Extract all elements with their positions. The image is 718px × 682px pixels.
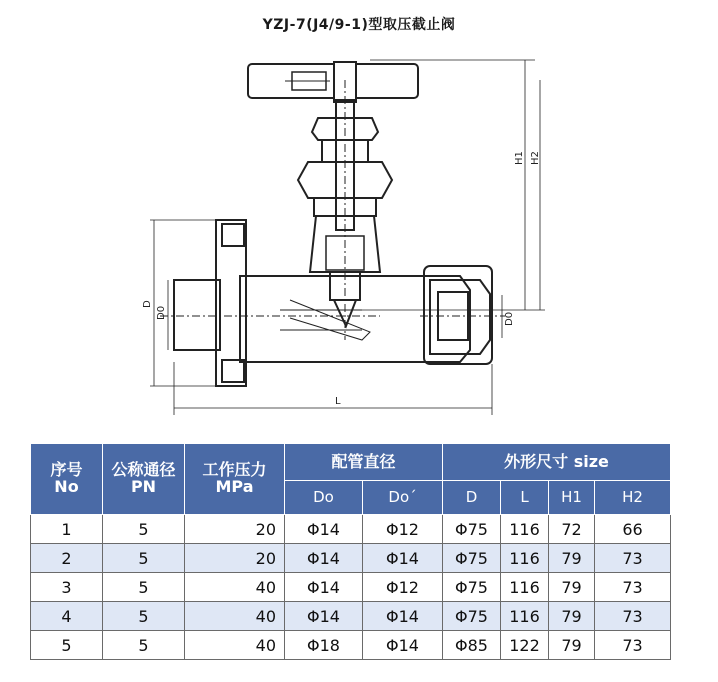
- cell-d: Φ75: [443, 573, 501, 602]
- cell-h1: 79: [549, 602, 595, 631]
- page-title: YZJ-7(J4/9-1)型取压截止阀: [262, 17, 456, 33]
- header-pipe: 配管直径: [285, 444, 443, 481]
- cell-d: Φ85: [443, 631, 501, 660]
- label-d0-right: D0: [504, 311, 515, 326]
- cell-pn: 5: [103, 602, 185, 631]
- cell-do-prime: Φ14: [363, 602, 443, 631]
- subheader-h2: H2: [595, 481, 671, 515]
- cell-do: Φ18: [285, 631, 363, 660]
- valve-drawing: [130, 40, 570, 425]
- cell-l: 116: [501, 573, 549, 602]
- bonnet: [298, 80, 392, 340]
- label-d: D: [142, 300, 153, 308]
- header-pn: 公称通径 PN: [103, 444, 185, 515]
- cell-h2: 73: [595, 602, 671, 631]
- cell-h1: 79: [549, 631, 595, 660]
- label-d0-left: D0: [156, 305, 167, 320]
- cell-h2: 73: [595, 573, 671, 602]
- table-row: [31, 573, 671, 602]
- cell-d: Φ75: [443, 544, 501, 573]
- header-no: 序号 No: [31, 444, 103, 515]
- spec-table: [30, 443, 671, 660]
- cell-h1: 72: [549, 515, 595, 544]
- cell-l: 116: [501, 544, 549, 573]
- handle: [248, 62, 418, 102]
- table-row: [31, 544, 671, 573]
- cell-do: Φ14: [285, 573, 363, 602]
- cell-do: Φ14: [285, 515, 363, 544]
- cell-h1: 79: [549, 544, 595, 573]
- cell-h2: 73: [595, 544, 671, 573]
- header-mpa: 工作压力 MPa: [185, 444, 285, 515]
- cell-no: 3: [31, 573, 103, 602]
- cell-h1: 79: [549, 573, 595, 602]
- cell-pn: 5: [103, 631, 185, 660]
- valve-body: [240, 276, 470, 362]
- cell-pn: 5: [103, 544, 185, 573]
- cell-mpa: 20: [185, 544, 285, 573]
- cell-h2: 73: [595, 631, 671, 660]
- label-l: L: [335, 396, 341, 407]
- cell-do-prime: Φ12: [363, 573, 443, 602]
- cell-do-prime: Φ12: [363, 515, 443, 544]
- cell-do: Φ14: [285, 602, 363, 631]
- header-size: 外形尺寸 size: [443, 444, 671, 481]
- subheader-d: D: [443, 481, 501, 515]
- subheader-do: Do: [285, 481, 363, 515]
- table-row: [31, 602, 671, 631]
- cell-d: Φ75: [443, 515, 501, 544]
- cell-no: 2: [31, 544, 103, 573]
- cell-l: 116: [501, 515, 549, 544]
- cell-l: 122: [501, 631, 549, 660]
- cell-mpa: 40: [185, 602, 285, 631]
- subheader-do-prime: Do´: [363, 481, 443, 515]
- cell-do-prime: Φ14: [363, 631, 443, 660]
- subheader-l: L: [501, 481, 549, 515]
- cell-pn: 5: [103, 573, 185, 602]
- cell-mpa: 40: [185, 573, 285, 602]
- cell-do-prime: Φ14: [363, 544, 443, 573]
- right-nut: [420, 266, 505, 364]
- cell-mpa: 20: [185, 515, 285, 544]
- cell-do: Φ14: [285, 544, 363, 573]
- cell-no: 1: [31, 515, 103, 544]
- cell-h2: 66: [595, 515, 671, 544]
- cell-no: 5: [31, 631, 103, 660]
- subheader-h1: H1: [549, 481, 595, 515]
- table-row: [31, 631, 671, 660]
- cell-mpa: 40: [185, 631, 285, 660]
- label-h1: H1: [514, 151, 525, 165]
- cell-no: 4: [31, 602, 103, 631]
- label-h2: H2: [530, 151, 541, 165]
- table-row: [31, 515, 671, 544]
- cell-pn: 5: [103, 515, 185, 544]
- cell-d: Φ75: [443, 602, 501, 631]
- cell-l: 116: [501, 602, 549, 631]
